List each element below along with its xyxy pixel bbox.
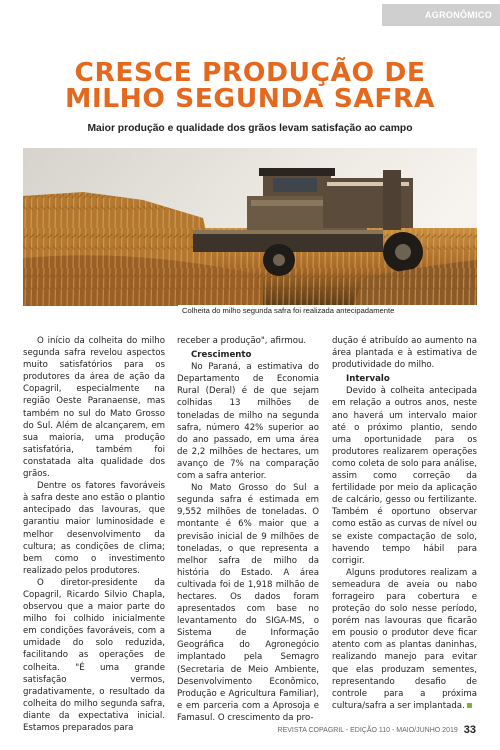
corn-harvest-photo: [23, 148, 477, 306]
page-number: 33: [463, 724, 476, 736]
paragraph: Dentre os fatores favoráveis à safra deste ano estão o plantio antecipado das lavouras, que garantiu maior luminosidade e melhor desenvolvimento da cultura; as condições de clima; bem como o investimento realizado pelos produtores.: [23, 481, 165, 576]
paragraph: O início da colheita do milho segunda safra revelou aspectos muito satisfatórios para os produtores da área de ação da Copagril, especialmente na região Oeste Paranaense, mas também no sul do Mato Grosso do Sul. Além de alcançarem, em sua maioria, uma produção satisfatória, também foi constatada alta qualidade dos grãos.: [23, 336, 165, 480]
harvester-illustration: [23, 148, 477, 306]
footer-publication: REVISTA COPAGRIL - EDIÇÃO 110 - MAIO/JUNHO 2019: [277, 726, 458, 734]
photo-caption: Colheita do milho segunda safra foi realizada antecipadamente: [178, 305, 477, 317]
paragraph: No Mato Grosso do Sul a segunda safra é estimada em 9,552 milhões de toneladas. O montante é 6% maior que a previsão inicial de 9 milhões de toneladas, o que representa a melhor safra de milho da história do Estado. A área cultivada foi de 1,918 milhão de hectares. Os dados foram apresentados com base no levantamento do SIGA-MS, o Sistema de Informação Geográfica do Agronegócio implantado pela Semagro (Secretaria de Meio Ambiente, Desenvolvimento Econômico, Produção e Agricultura Familiar), e em parceria com a Aprosoja e Famasul. O crescimento da pro-: [177, 483, 319, 723]
article-title: [0, 60, 500, 112]
page-footer: [278, 724, 476, 736]
subheading-crescimento: Crescimento: [191, 350, 252, 361]
article-end-mark-icon: [467, 703, 472, 708]
paragraph: O diretor-presidente da Copagril, Ricardo Silvio Chapla, observou que a maior parte do milho foi colhido inicialmente em condições favoráveis, com a umidade do solo reduzida, facilitando as operações de colheita. "É uma grande satisfação vermos, gradativamente, o resultado da colheita do milho segunda safra, diante da expectativa inicial. Estamos preparados para: [23, 577, 165, 733]
paragraph: receber a produção", afirmou.: [177, 336, 307, 346]
text-column-3: [332, 335, 477, 712]
title-line-2: MILHO SEGUNDA SAFRA: [64, 84, 435, 114]
paragraph-text: Alguns produtores realizam a semeadura de aveia ou nabo forrageiro para cobertura e proteção do solo nesse período, porém nas lavouras que ficarão em pousio o produtor deve ficar atento com as plantas daninhas, realizando manejo para evitar que elas produzam sementes, representando desafio de controle para a próxima cultura/safra a ser implantada.: [332, 567, 477, 711]
text-column-1: [23, 335, 165, 734]
title-line-1: CRESCE PRODUÇÃO DE: [74, 58, 426, 88]
section-tag: AGRONÔMICO: [382, 4, 500, 26]
paragraph: [332, 567, 477, 712]
paragraph: Devido à colheita antecipada em relação a outros anos, neste ano haverá um intervalo maior até o próximo plantio, sendo uma oportunidade para os produtores realizarem operações como coleta de solo para análise, assim como correção da fertilidade por meio da aplicação de calcário, gesso ou fertilizante. Também é oportuno observar como estão as curvas de nível ou se existe compactação de solo, havendo tempo hábil para corrigir.: [332, 386, 477, 566]
article-subtitle: Maior produção e qualidade dos grãos levam satisfação ao campo: [87, 123, 413, 134]
subheading-intervalo: Intervalo: [346, 374, 390, 385]
paragraph: dução é atribuído ao aumento na área plantada e à estimativa de produtividade do milho.: [332, 336, 477, 371]
paragraph: No Paraná, a estimativa do Departamento de Economia Rural (Deral) é de que sejam colhidas 13 milhões de toneladas de milho na segunda safra, número 42% superior ao do ano passado, em uma área de 2,2 milhões de hectares, um avanço de 7% na comparação com a safra anterior.: [177, 362, 319, 482]
text-column-2: [177, 335, 319, 724]
